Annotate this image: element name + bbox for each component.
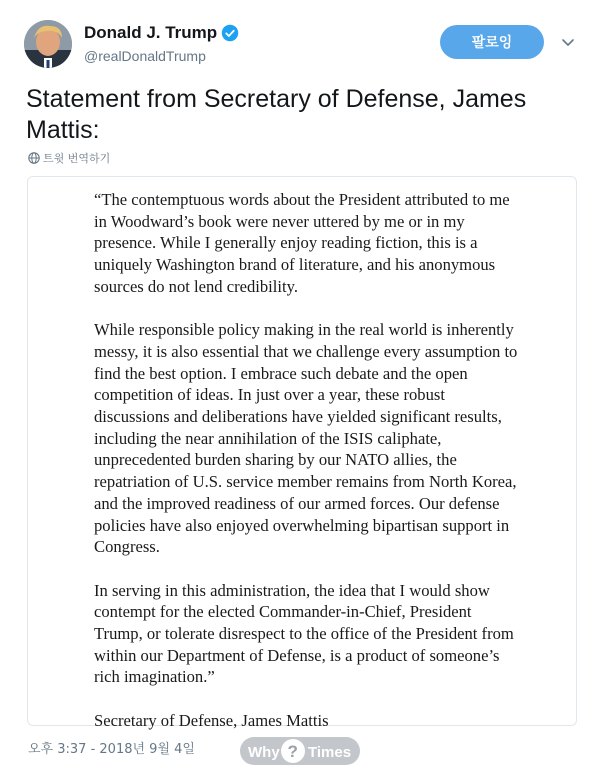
translate-tweet-link[interactable] xyxy=(28,150,110,166)
following-button[interactable]: 팔로잉 xyxy=(440,25,544,59)
tweet-text: Statement from Secretary of Defense, James Mattis: xyxy=(26,85,527,144)
statement-paragraph: In serving in this administration, the idea that I would show contempt for the elected Commander-in-Chief, President Trump, or tolerate disrespect to the office of the President from within our Department of Defense, is a product of someone’s rich imagination.” xyxy=(94,580,514,687)
watermark-mark-text: ? xyxy=(287,742,298,761)
statement-paragraph: “The contemptuous words about the President attributed to me in Woodward’s book were never uttered by me or in my presence. While I generally enjoy reading fiction, this is a uniquely Washington brand of literature, and his anonymous sources do not lend credibility. xyxy=(94,190,510,296)
tweet-header xyxy=(24,20,584,70)
author-handle[interactable]: @realDonaldTrump xyxy=(84,48,206,64)
statement-signature: Secretary of Defense, James Mattis xyxy=(94,710,329,730)
translate-label: 트윗 번역하기 xyxy=(43,152,111,165)
display-name-text: Donald J. Trump xyxy=(84,23,218,42)
globe-icon xyxy=(28,152,40,164)
author-names xyxy=(84,22,239,66)
avatar-photo xyxy=(24,20,72,68)
tweet-timestamp[interactable]: 오후 3:37 - 2018년 9월 4일 xyxy=(28,742,195,757)
statement-paragraph: While responsible policy making in the real world is inherently messy, it is also essential that we challenge every assumption to find the best option. I embrace such debate and the open competition of ideas. In just over a year, these robust discussions and deliberations have yielded significant results, including the near annihilation of the ISIS caliphate, unprecedented burden sharing by our NATO allies, the repatriation of U.S. service member remains from North Korea, and the improved readiness of our armed forces. Our defense policies have also enjoyed overwhelming bipartisan support in Congress. xyxy=(94,320,518,557)
author-display-name[interactable] xyxy=(84,22,239,44)
chevron-down-icon[interactable] xyxy=(560,34,576,50)
verified-badge-icon xyxy=(221,24,239,42)
whytimes-watermark-logo xyxy=(240,736,360,766)
watermark-right-text: Times xyxy=(308,744,352,761)
attached-statement-image[interactable] xyxy=(27,176,577,730)
statement-text xyxy=(94,189,524,732)
avatar[interactable] xyxy=(24,20,72,68)
watermark-left-text: Why xyxy=(248,744,280,761)
